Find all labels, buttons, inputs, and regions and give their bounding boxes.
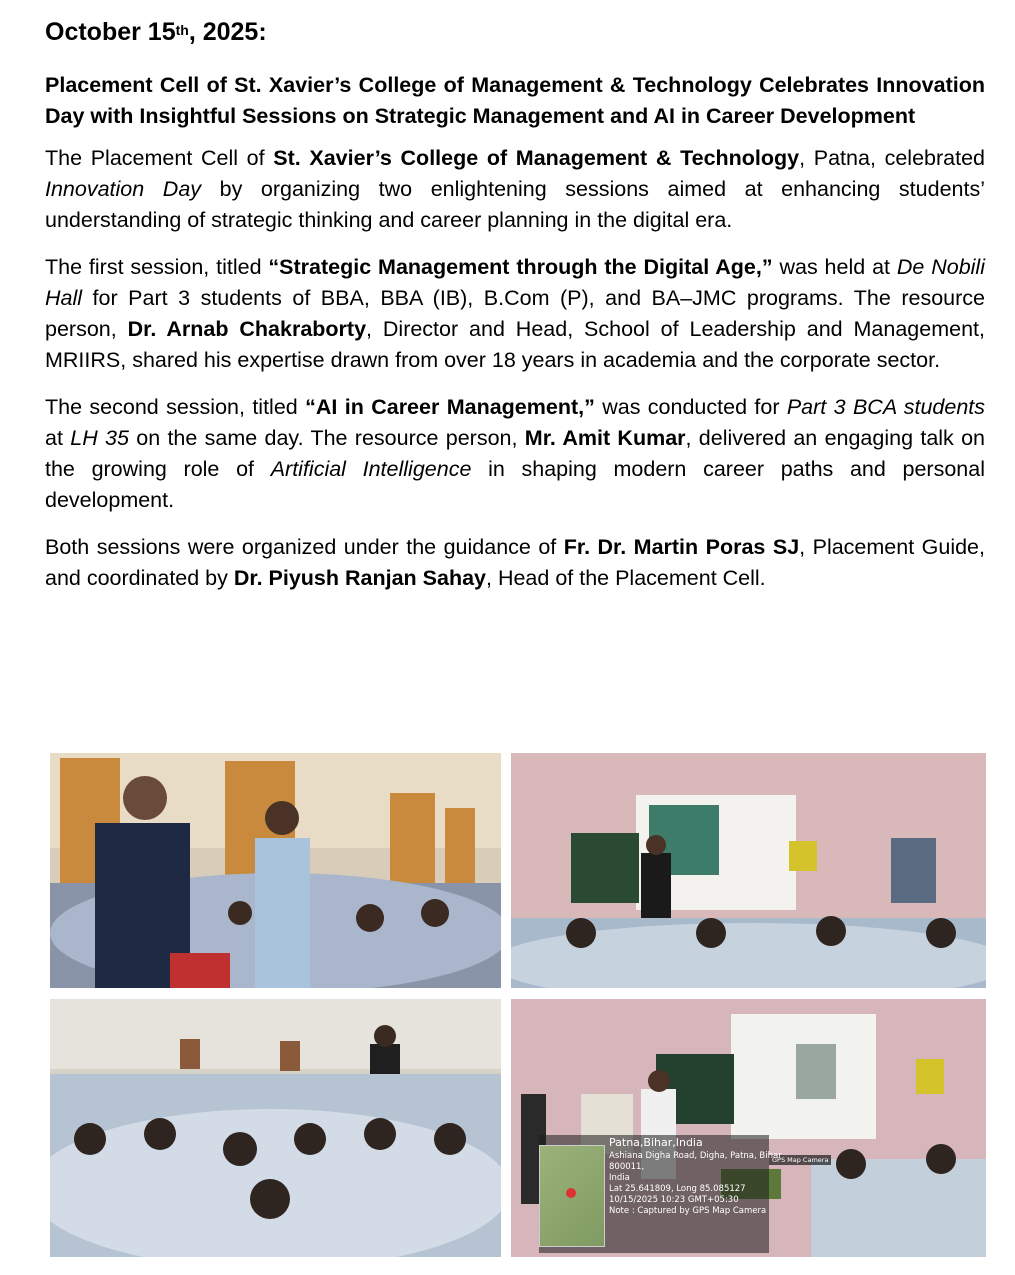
headline: Placement Cell of St. Xavier’s College of Management & Technology Celebrates Innovation Day with Insightful Sessions on Strategic Management and AI in Career Development bbox=[45, 73, 985, 128]
gps-camera-badge: GPS Map Camera bbox=[769, 1155, 831, 1165]
geotag-note: Note : Captured by GPS Map Camera bbox=[609, 1206, 767, 1216]
photo-classroom-geotagged bbox=[511, 999, 986, 1257]
geotag-timestamp: 10/15/2025 10:23 GMT+05:30 bbox=[609, 1195, 739, 1205]
map-pin-icon bbox=[566, 1188, 576, 1198]
photo-classroom-projector bbox=[511, 753, 986, 988]
paragraph-organizers: Both sessions were organized under the guidance of Fr. Dr. Martin Poras SJ, Placement Guide, and coordinated by Dr. Piyush Ranjan Sahay, Head of the Placement Cell. bbox=[45, 535, 985, 590]
geotag-city: Patna,Bihar,India bbox=[609, 1136, 703, 1149]
date-heading: October 15th, 2025: bbox=[45, 18, 267, 46]
photo-students-auditorium bbox=[50, 999, 501, 1257]
geotag-overlay bbox=[539, 1135, 782, 1253]
geotag-text bbox=[609, 1135, 809, 1217]
map-thumbnail bbox=[539, 1145, 605, 1247]
geotag-coordinates: Lat 25.641809, Long 85.085127 bbox=[609, 1184, 746, 1194]
paragraph-first-session: The first session, titled “Strategic Management through the Digital Age,” was held at De Nobili Hall for Part 3 students of BBA, BBA (IB), B.Com (P), and BA–JMC programs. The resource person, Dr. Arnab Chakraborty, Director and Head, School of Leadership and Management, MRIIRS, shared his expertise drawn from over 18 years in academia and the corporate sector. bbox=[45, 255, 985, 372]
paragraph-second-session: The second session, titled “AI in Career Management,” was conducted for Part 3 BCA students at LH 35 on the same day. The resource person, Mr. Amit Kumar, delivered an engaging talk on the growing role of Artificial Intelligence in shaping modern career paths and personal development. bbox=[45, 395, 986, 512]
document-page bbox=[45, 14, 985, 610]
geotag-country: India bbox=[609, 1173, 630, 1183]
geotag-address: Ashiana Digha Road, Digha, Patna, Bihar 800011, bbox=[609, 1151, 782, 1172]
paragraph-intro: The Placement Cell of St. Xavier’s College of Management & Technology, Patna, celebrated Innovation Day by organizing two enlightening sessions aimed at enhancing students’ understanding of strategic thinking and career planning in the digital era. bbox=[45, 146, 985, 232]
photo-seminar-hall-interaction bbox=[50, 753, 501, 988]
